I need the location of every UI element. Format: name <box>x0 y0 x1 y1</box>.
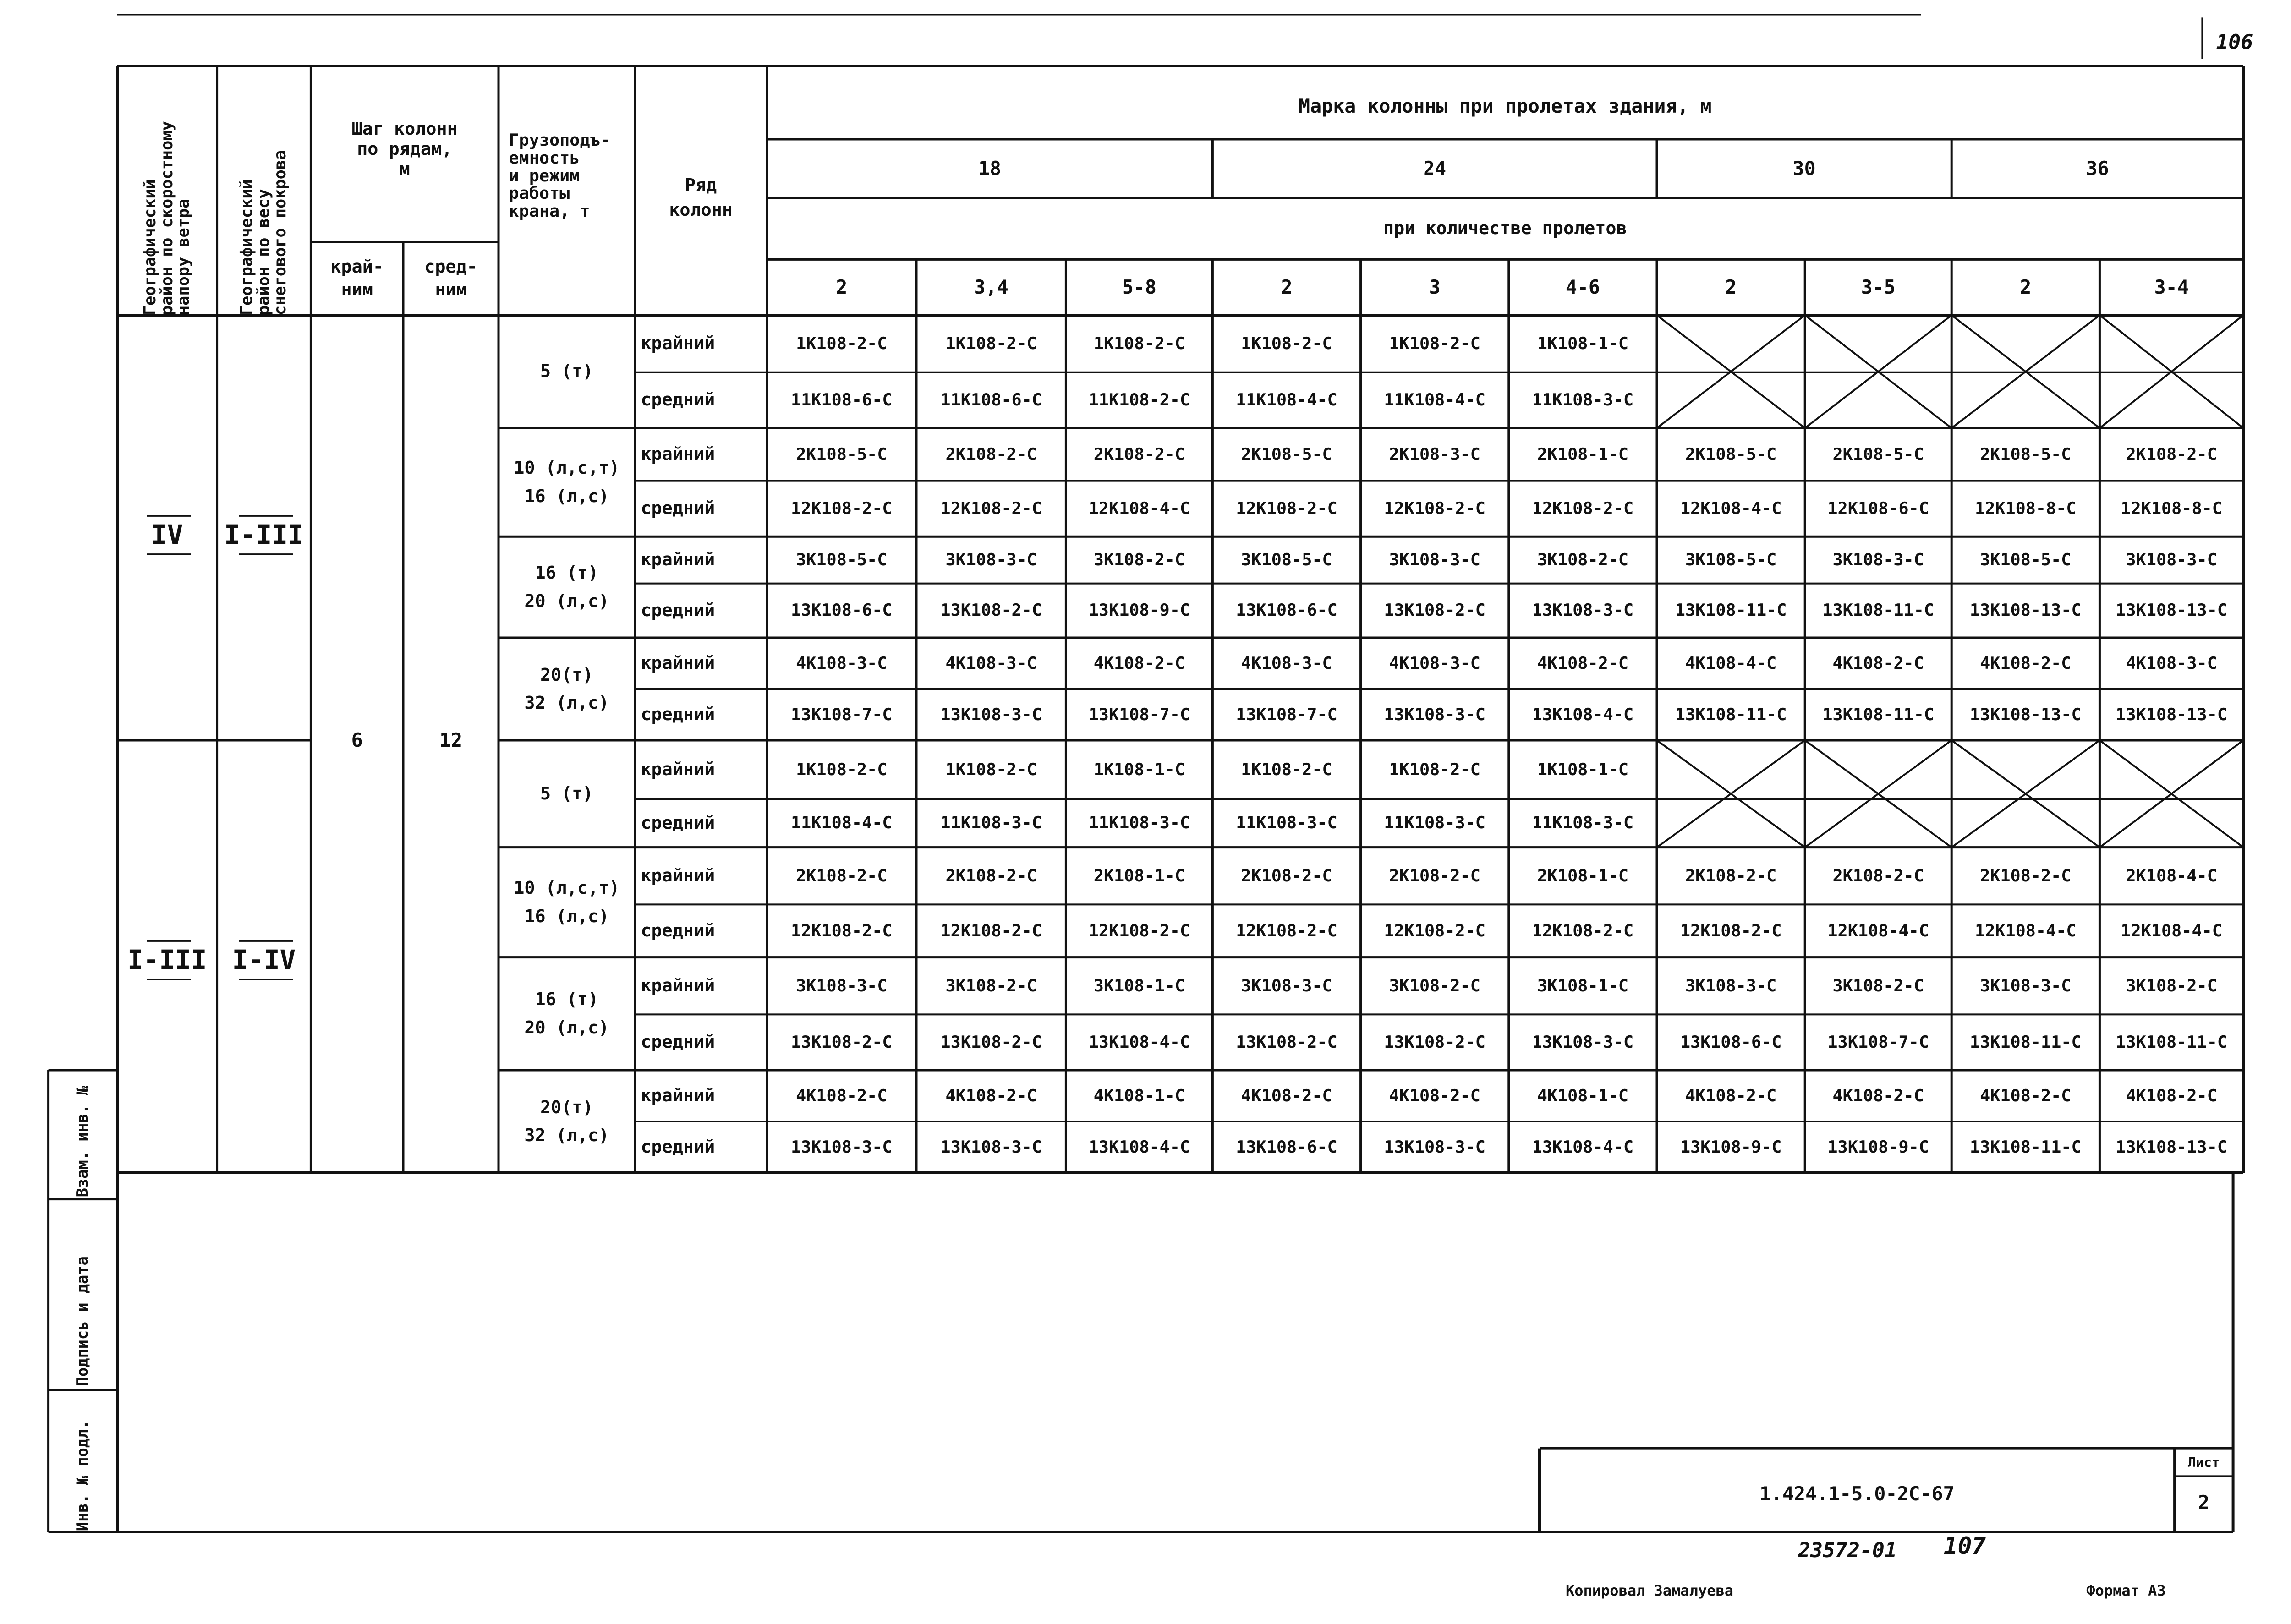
column-mark: 4К108-1-С <box>1537 1085 1629 1105</box>
wind-region-header: Географический район по скоростному напору ветра <box>140 121 193 315</box>
column-mark: 1К108-2-С <box>1389 759 1480 779</box>
row-type: крайний <box>641 975 715 996</box>
column-mark: 12К108-8-С <box>1975 498 2077 518</box>
column-mark: 13К108-3-С <box>791 1137 893 1157</box>
column-mark: 3К108-3-С <box>1980 975 2072 995</box>
column-mark: 4К108-3-С <box>796 653 888 673</box>
span-count-5: 4-6 <box>1565 276 1600 299</box>
column-mark: 3К108-2-С <box>1832 975 1924 995</box>
column-mark: 13К108-9-С <box>1680 1137 1782 1157</box>
step-edge-value: 6 <box>351 729 363 752</box>
column-mark: 2К108-2-С <box>945 444 1037 464</box>
row-type: крайний <box>641 652 715 673</box>
row-type: крайний <box>641 333 715 354</box>
column-mark: 3К108-1-С <box>1093 975 1185 995</box>
crane-capacity: 10 (л,с,т) 16 (л,с) <box>514 878 620 927</box>
span-value: 36 <box>2086 157 2109 180</box>
column-mark: 4К108-2-С <box>1685 1085 1777 1105</box>
span-count-8: 2 <box>2020 276 2032 299</box>
column-mark: 4К108-3-С <box>1241 653 1332 673</box>
step-middle-header: сред- ним <box>424 257 477 300</box>
crane-capacity: 20(т) 32 (л,с) <box>524 664 609 713</box>
column-mark: 1К108-1-С <box>1537 759 1629 779</box>
column-mark: 11К108-3-С <box>1532 813 1634 833</box>
column-mark: 13К108-2-С <box>1384 600 1485 620</box>
drawing-registration-number: 23572-01 <box>1798 1537 1897 1562</box>
column-mark: 2К108-2-С <box>1389 865 1480 886</box>
column-mark: 13К108-11-С <box>1969 1137 2082 1157</box>
column-mark: 12К108-2-С <box>1384 498 1485 518</box>
column-mark: 13К108-3-С <box>1532 600 1634 620</box>
column-mark: 3К108-3-С <box>796 975 888 995</box>
column-mark: 1К108-2-С <box>1241 334 1332 353</box>
page-sheet-number: 106 <box>2216 30 2253 55</box>
row-type: средний <box>641 498 715 519</box>
column-mark: 12К108-4-С <box>1975 920 2077 940</box>
column-mark: 13К108-6-С <box>791 600 893 620</box>
span-count-0: 2 <box>836 276 848 299</box>
column-mark: 11К108-3-С <box>1236 813 1337 833</box>
row-type: средний <box>641 812 715 833</box>
column-mark: 13К108-3-С <box>1384 1137 1485 1157</box>
span-value: 30 <box>1792 157 1816 180</box>
column-mark: 4К108-3-С <box>1389 653 1480 673</box>
column-mark: 13К108-7-С <box>1088 704 1190 724</box>
column-mark: 2К108-5-С <box>1241 444 1332 464</box>
column-mark: 2К108-2-С <box>2126 444 2217 464</box>
column-mark: 13К108-13-С <box>2116 704 2228 724</box>
row-type: средний <box>641 704 715 725</box>
column-mark: 11К108-2-С <box>1088 390 1190 410</box>
column-mark: 12К108-2-С <box>1532 498 1634 518</box>
crane-capacity: 10 (л,с,т) 16 (л,с) <box>514 458 620 507</box>
column-mark: 2К108-2-С <box>945 865 1037 886</box>
column-mark: 13К108-13-С <box>1969 600 2082 620</box>
row-type: средний <box>641 920 715 941</box>
column-mark: 12К108-4-С <box>1088 498 1190 518</box>
column-mark: 13К108-2-С <box>940 600 1042 620</box>
column-mark: 3К108-3-С <box>1832 549 1924 569</box>
column-mark: 12К108-2-С <box>1236 920 1337 940</box>
column-mark: 12К108-2-С <box>940 498 1042 518</box>
snow-region-value: I-IV <box>232 945 296 976</box>
crane-capacity: 16 (т) 20 (л,с) <box>524 989 609 1038</box>
column-mark: 11К108-6-С <box>940 390 1042 410</box>
column-mark: 13К108-4-С <box>1532 1137 1634 1157</box>
column-mark: 2К108-1-С <box>1093 865 1185 886</box>
column-mark: 2К108-4-С <box>2126 865 2217 886</box>
column-mark: 12К108-2-С <box>940 920 1042 940</box>
column-mark: 13К108-11-С <box>2116 1032 2228 1052</box>
span-value: 18 <box>978 157 1002 180</box>
column-mark: 1К108-2-С <box>945 334 1037 353</box>
column-mark: 3К108-5-С <box>1980 549 2072 569</box>
footer-page-number: 107 <box>1943 1532 1986 1560</box>
column-mark: 13К108-13-С <box>2116 600 2228 620</box>
column-mark: 13К108-4-С <box>1532 704 1634 724</box>
row-type: крайний <box>641 759 715 780</box>
column-mark: 1К108-2-С <box>796 334 888 353</box>
column-mark: 13К108-3-С <box>1384 704 1485 724</box>
snow-region-header: Географический район по весу снегового покрова <box>237 150 290 315</box>
column-mark: 1К108-2-С <box>1389 334 1480 353</box>
column-mark: 4К108-2-С <box>1537 653 1629 673</box>
column-mark: 3К108-3-С <box>1241 975 1332 995</box>
column-mark: 2К108-2-С <box>1685 865 1777 886</box>
column-mark: 4К108-2-С <box>1980 1085 2072 1105</box>
column-mark: 3К108-2-С <box>1093 549 1185 569</box>
column-mark: 13К108-7-С <box>1827 1032 1929 1052</box>
span-count-3: 2 <box>1281 276 1293 299</box>
column-mark: 13К108-9-С <box>1088 600 1190 620</box>
column-mark: 13К108-7-С <box>791 704 893 724</box>
column-mark: 13К108-4-С <box>1088 1032 1190 1052</box>
row-type: крайний <box>641 1085 715 1106</box>
column-mark: 12К108-8-С <box>2121 498 2222 518</box>
column-mark: 2К108-5-С <box>1685 444 1777 464</box>
column-mark: 13К108-11-С <box>1969 1032 2082 1052</box>
column-mark: 13К108-3-С <box>940 704 1042 724</box>
column-mark: 3К108-5-С <box>1241 549 1332 569</box>
column-mark: 4К108-2-С <box>1389 1085 1480 1105</box>
column-mark: 3К108-2-С <box>1389 975 1480 995</box>
crane-capacity: 5 (т) <box>540 783 593 804</box>
stamp-inventory-original: Инв. № подл. <box>73 1420 91 1531</box>
column-mark: 13К108-6-С <box>1236 1137 1337 1157</box>
copied-by-note: Копировал Замалуева <box>1565 1581 1734 1599</box>
column-mark: 13К108-11-С <box>1675 600 1787 620</box>
column-mark: 11К108-4-С <box>1236 390 1337 410</box>
column-mark: 4К108-2-С <box>796 1085 888 1105</box>
sheet-label: Лист <box>2187 1454 2220 1470</box>
span-count-6: 2 <box>1725 276 1737 299</box>
row-type: средний <box>641 389 715 410</box>
span-count-title: при количестве пролетов <box>1383 218 1627 239</box>
column-mark: 13К108-7-С <box>1236 704 1337 724</box>
column-mark: 4К108-2-С <box>1241 1085 1332 1105</box>
column-mark: 13К108-13-С <box>2116 1137 2228 1157</box>
column-mark: 12К108-2-С <box>1532 920 1634 940</box>
snow-region-value: I-III <box>224 519 304 551</box>
column-mark: 13К108-11-С <box>1822 704 1935 724</box>
column-mark: 3К108-3-С <box>945 549 1037 569</box>
span-count-2: 5-8 <box>1122 276 1156 299</box>
column-mark: 4К108-3-С <box>2126 653 2217 673</box>
document-code: 1.424.1-5.0-2С-67 <box>1759 1482 1955 1505</box>
column-mark: 4К108-2-С <box>1832 653 1924 673</box>
column-mark: 1К108-1-С <box>1537 334 1629 353</box>
row-type: крайний <box>641 865 715 886</box>
column-mark: 13К108-3-С <box>1532 1032 1634 1052</box>
column-mark: 13К108-11-С <box>1822 600 1935 620</box>
row-type: средний <box>641 600 715 621</box>
row-type: средний <box>641 1136 715 1157</box>
column-mark: 2К108-2-С <box>1093 444 1185 464</box>
column-mark: 3К108-3-С <box>1685 975 1777 995</box>
column-mark: 2К108-2-С <box>796 865 888 886</box>
column-mark: 4К108-2-С <box>1093 653 1185 673</box>
column-mark: 12К108-4-С <box>1827 920 1929 940</box>
column-mark: 11К108-3-С <box>1088 813 1190 833</box>
row-type: крайний <box>641 443 715 465</box>
column-mark: 13К108-2-С <box>791 1032 893 1052</box>
column-mark: 13К108-2-С <box>1384 1032 1485 1052</box>
column-mark: 2К108-5-С <box>796 444 888 464</box>
column-mark: 3К108-3-С <box>1389 549 1480 569</box>
column-mark: 13К108-2-С <box>1236 1032 1337 1052</box>
span-value: 24 <box>1423 157 1447 180</box>
step-edge-header: край- ним <box>330 257 384 300</box>
column-mark: 11К108-4-С <box>791 813 893 833</box>
column-mark: 1К108-1-С <box>1093 759 1185 779</box>
column-row-header: Ряд колонн <box>669 175 733 220</box>
column-mark: 3К108-2-С <box>2126 975 2217 995</box>
span-count-7: 3-5 <box>1861 276 1896 299</box>
column-mark: 12К108-2-С <box>1236 498 1337 518</box>
mark-title: Марка колонны при пролетах здания, м <box>1299 95 1712 118</box>
column-mark: 11К108-4-С <box>1384 390 1485 410</box>
column-mark: 12К108-2-С <box>791 920 893 940</box>
column-mark: 3К108-5-С <box>1685 549 1777 569</box>
column-mark: 2К108-1-С <box>1537 865 1629 886</box>
column-mark: 13К108-6-С <box>1236 600 1337 620</box>
column-mark: 11К108-3-С <box>1384 813 1485 833</box>
column-mark: 13К108-13-С <box>1969 704 2082 724</box>
stamp-signature-date: Подпись и дата <box>73 1256 91 1386</box>
sheet-number-value: 2 <box>2198 1491 2210 1514</box>
column-mark: 3К108-1-С <box>1537 975 1629 995</box>
row-type: средний <box>641 1031 715 1052</box>
column-mark: 13К108-2-С <box>940 1032 1042 1052</box>
column-mark: 4К108-2-С <box>2126 1085 2217 1105</box>
column-mark: 12К108-6-С <box>1827 498 1929 518</box>
column-mark: 11К108-3-С <box>1532 390 1634 410</box>
column-mark: 11К108-3-С <box>940 813 1042 833</box>
step-middle-value: 12 <box>439 729 463 752</box>
column-mark: 13К108-6-С <box>1680 1032 1782 1052</box>
crane-capacity: 5 (т) <box>540 361 593 382</box>
wind-region-value: IV <box>151 519 183 551</box>
column-mark: 2К108-3-С <box>1389 444 1480 464</box>
column-mark: 2К108-5-С <box>1980 444 2072 464</box>
wind-region-value: I-III <box>127 945 207 976</box>
column-mark: 2К108-5-С <box>1832 444 1924 464</box>
column-mark: 11К108-6-С <box>791 390 893 410</box>
column-step-header: Шаг колонн по рядам, м <box>351 119 458 180</box>
crane-capacity: 16 (т) 20 (л,с) <box>524 563 609 612</box>
column-mark: 1К108-2-С <box>1241 759 1332 779</box>
span-count-9: 3-4 <box>2154 276 2189 299</box>
column-mark: 12К108-2-С <box>1088 920 1190 940</box>
column-mark: 1К108-2-С <box>945 759 1037 779</box>
column-mark: 1К108-2-С <box>796 759 888 779</box>
crane-capacity-header: Грузоподъ- емность и режим работы крана, т <box>509 130 610 221</box>
column-mark: 3К108-2-С <box>1537 549 1629 569</box>
column-mark: 13К108-11-С <box>1675 704 1787 724</box>
column-mark: 12К108-4-С <box>2121 920 2222 940</box>
column-mark: 2К108-2-С <box>1980 865 2072 886</box>
column-mark: 13К108-3-С <box>940 1137 1042 1157</box>
column-mark: 13К108-9-С <box>1827 1137 1929 1157</box>
column-mark: 3К108-3-С <box>2126 549 2217 569</box>
span-count-4: 3 <box>1429 276 1441 299</box>
column-mark: 12К108-2-С <box>791 498 893 518</box>
column-mark: 4К108-1-С <box>1093 1085 1185 1105</box>
column-mark: 13К108-4-С <box>1088 1137 1190 1157</box>
row-type: крайний <box>641 549 715 570</box>
column-mark: 4К108-2-С <box>1832 1085 1924 1105</box>
crane-capacity: 20(т) 32 (л,с) <box>524 1097 609 1146</box>
stamp-replacement-inventory: Взам. инв. № <box>73 1086 91 1197</box>
column-mark: 3К108-5-С <box>796 549 888 569</box>
paper-format: Формат А3 <box>2086 1581 2166 1599</box>
column-mark: 2К108-2-С <box>1241 865 1332 886</box>
column-mark: 4К108-4-С <box>1685 653 1777 673</box>
column-mark: 4К108-3-С <box>945 653 1037 673</box>
column-mark: 12К108-4-С <box>1680 498 1782 518</box>
column-mark: 12К108-2-С <box>1680 920 1782 940</box>
column-mark: 3К108-2-С <box>945 975 1037 995</box>
column-mark: 4К108-2-С <box>945 1085 1037 1105</box>
span-count-1: 3,4 <box>974 276 1008 299</box>
column-mark: 2К108-1-С <box>1537 444 1629 464</box>
column-mark: 2К108-2-С <box>1832 865 1924 886</box>
column-mark: 4К108-2-С <box>1980 653 2072 673</box>
column-mark: 12К108-2-С <box>1384 920 1485 940</box>
column-mark: 1К108-2-С <box>1093 334 1185 353</box>
